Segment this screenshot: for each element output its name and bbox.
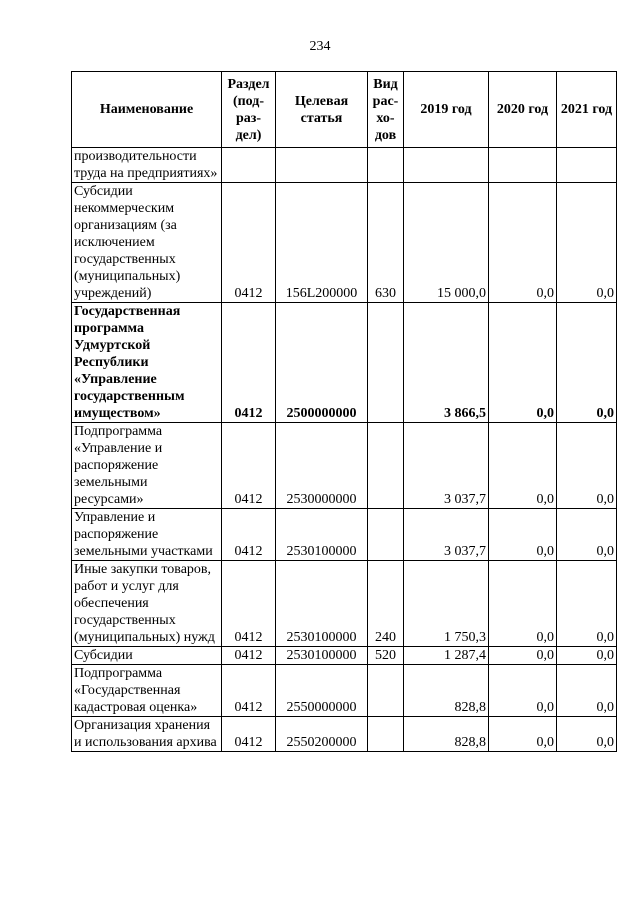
header-target: Целевая статья — [276, 72, 368, 148]
row-2020-cell: 0,0 — [489, 303, 557, 423]
header-vid: Вид рас- хо- дов — [368, 72, 404, 148]
row-2019-cell — [404, 148, 489, 183]
row-target-cell: 2530100000 — [276, 509, 368, 561]
row-razdel-cell: 0412 — [222, 717, 276, 752]
row-name-cell: Государственная программа Удмуртской Республики «Управление государственным имуществом» — [72, 303, 222, 423]
row-name-cell: Иные закупки товаров, работ и услуг для обеспечения государственных (муниципальных) нужд — [72, 561, 222, 647]
row-2019-cell: 3 866,5 — [404, 303, 489, 423]
row-2020-cell: 0,0 — [489, 717, 557, 752]
row-target-cell: 2550200000 — [276, 717, 368, 752]
row-2020-cell: 0,0 — [489, 561, 557, 647]
row-target-cell: 156L200000 — [276, 183, 368, 303]
row-2020-cell: 0,0 — [489, 509, 557, 561]
row-2020-cell — [489, 148, 557, 183]
row-2019-cell: 828,8 — [404, 665, 489, 717]
table-body — [72, 148, 617, 752]
page-number: 234 — [309, 39, 331, 54]
row-razdel-cell: 0412 — [222, 509, 276, 561]
row-2019-cell: 15 000,0 — [404, 183, 489, 303]
header-2021: 2021 год — [557, 72, 617, 148]
row-target-cell: 2530100000 — [276, 561, 368, 647]
row-vid-cell — [368, 423, 404, 509]
table-row — [72, 509, 617, 561]
header-razdel: Раздел (под- раз- дел) — [222, 72, 276, 148]
row-vid-cell — [368, 303, 404, 423]
row-2021-cell: 0,0 — [557, 303, 617, 423]
row-2020-cell: 0,0 — [489, 647, 557, 665]
row-razdel-cell: 0412 — [222, 561, 276, 647]
row-2019-cell: 3 037,7 — [404, 423, 489, 509]
header-row — [72, 72, 617, 148]
row-2021-cell: 0,0 — [557, 647, 617, 665]
row-2019-cell: 1 287,4 — [404, 647, 489, 665]
row-name-cell: производительности труда на предприятиях» — [72, 148, 222, 183]
row-2019-cell: 3 037,7 — [404, 509, 489, 561]
table-row — [72, 148, 617, 183]
row-razdel-cell: 0412 — [222, 647, 276, 665]
table-row — [72, 665, 617, 717]
row-name-cell: Подпрограмма «Управление и распоряжение земельными ресурсами» — [72, 423, 222, 509]
row-vid-cell — [368, 717, 404, 752]
row-target-cell: 2530100000 — [276, 647, 368, 665]
row-vid-cell: 240 — [368, 561, 404, 647]
row-2021-cell: 0,0 — [557, 717, 617, 752]
row-razdel-cell: 0412 — [222, 423, 276, 509]
row-name-cell: Подпрограмма «Государственная кадастровая оценка» — [72, 665, 222, 717]
table-row — [72, 423, 617, 509]
row-2021-cell — [557, 148, 617, 183]
row-2021-cell: 0,0 — [557, 423, 617, 509]
row-2019-cell: 828,8 — [404, 717, 489, 752]
row-2021-cell: 0,0 — [557, 665, 617, 717]
row-razdel-cell: 0412 — [222, 303, 276, 423]
row-2021-cell: 0,0 — [557, 561, 617, 647]
row-razdel-cell: 0412 — [222, 183, 276, 303]
table-row — [72, 183, 617, 303]
row-vid-cell — [368, 509, 404, 561]
header-name: Наименование — [72, 72, 222, 148]
row-target-cell: 2530000000 — [276, 423, 368, 509]
row-vid-cell: 520 — [368, 647, 404, 665]
header-2019: 2019 год — [404, 72, 489, 148]
row-2020-cell: 0,0 — [489, 423, 557, 509]
row-name-cell: Субсидии — [72, 647, 222, 665]
table-row — [72, 303, 617, 423]
row-2021-cell: 0,0 — [557, 183, 617, 303]
row-vid-cell: 630 — [368, 183, 404, 303]
row-target-cell — [276, 148, 368, 183]
row-2020-cell: 0,0 — [489, 183, 557, 303]
row-target-cell: 2550000000 — [276, 665, 368, 717]
row-2021-cell: 0,0 — [557, 509, 617, 561]
row-2019-cell: 1 750,3 — [404, 561, 489, 647]
row-vid-cell — [368, 148, 404, 183]
row-name-cell: Субсидии некоммерческим организациям (за исключением государственных (муниципальных) учреждений) — [72, 183, 222, 303]
header-2020: 2020 год — [489, 72, 557, 148]
row-name-cell: Управление и распоряжение земельными участками — [72, 509, 222, 561]
row-2020-cell: 0,0 — [489, 665, 557, 717]
budget-table — [71, 71, 617, 752]
row-target-cell: 2500000000 — [276, 303, 368, 423]
row-vid-cell — [368, 665, 404, 717]
row-name-cell: Организация хранения и использования архива — [72, 717, 222, 752]
table-row — [72, 561, 617, 647]
table-row — [72, 717, 617, 752]
table-row — [72, 647, 617, 665]
row-razdel-cell — [222, 148, 276, 183]
row-razdel-cell: 0412 — [222, 665, 276, 717]
